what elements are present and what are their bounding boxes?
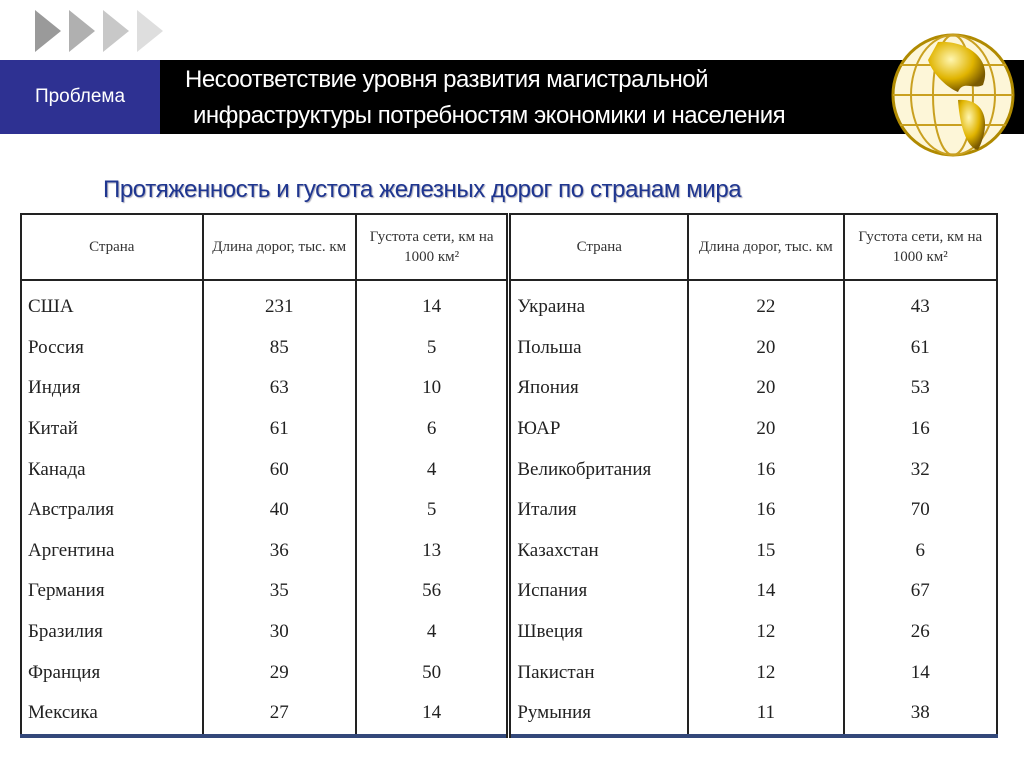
country-cell: Мексика <box>21 693 203 736</box>
density-cell: 4 <box>356 449 509 490</box>
length-cell: 16 <box>688 449 843 490</box>
length-cell: 30 <box>203 612 356 653</box>
col-header-length: Длина дорог, тыс. км <box>688 214 843 280</box>
density-cell: 26 <box>844 612 997 653</box>
country-cell: ЮАР <box>509 409 688 450</box>
country-cell: Китай <box>21 409 203 450</box>
density-cell: 38 <box>844 693 997 736</box>
table-row <box>21 449 997 490</box>
length-cell: 60 <box>203 449 356 490</box>
length-cell: 63 <box>203 368 356 409</box>
density-cell: 14 <box>356 693 509 736</box>
country-cell: США <box>21 280 203 328</box>
density-cell: 4 <box>356 612 509 653</box>
country-cell: Австралия <box>21 490 203 531</box>
density-cell: 6 <box>356 409 509 450</box>
length-cell: 16 <box>688 490 843 531</box>
density-cell: 53 <box>844 368 997 409</box>
table-row <box>21 531 997 572</box>
density-cell: 61 <box>844 328 997 369</box>
country-cell: Казахстан <box>509 531 688 572</box>
col-header-country: Страна <box>21 214 203 280</box>
length-cell: 20 <box>688 409 843 450</box>
country-cell: Украина <box>509 280 688 328</box>
country-cell: Бразилия <box>21 612 203 653</box>
length-cell: 27 <box>203 693 356 736</box>
title-line-1: Несоответствие уровня развития магистральной <box>185 66 708 93</box>
length-cell: 14 <box>688 571 843 612</box>
country-cell: Япония <box>509 368 688 409</box>
table-row <box>21 368 997 409</box>
title-line-2: инфраструктуры потребностям экономики и населения <box>193 102 786 129</box>
badge-label: Проблема <box>34 86 126 107</box>
table-row <box>21 280 997 328</box>
country-cell: Франция <box>21 652 203 693</box>
country-cell: Канада <box>21 449 203 490</box>
chevron-icon <box>69 10 95 52</box>
chevron-icon <box>137 10 163 52</box>
density-cell: 6 <box>844 531 997 572</box>
railways-table <box>20 213 998 738</box>
country-cell: Аргентина <box>21 531 203 572</box>
table-row <box>21 571 997 612</box>
length-cell: 12 <box>688 612 843 653</box>
problem-badge <box>0 60 160 134</box>
density-cell: 56 <box>356 571 509 612</box>
table-row <box>21 693 997 736</box>
length-cell: 11 <box>688 693 843 736</box>
density-cell: 70 <box>844 490 997 531</box>
country-cell: Россия <box>21 328 203 369</box>
col-header-country: Страна <box>509 214 688 280</box>
density-cell: 5 <box>356 490 509 531</box>
length-cell: 15 <box>688 531 843 572</box>
table-row <box>21 490 997 531</box>
table-row <box>21 652 997 693</box>
density-cell: 32 <box>844 449 997 490</box>
density-cell: 10 <box>356 368 509 409</box>
chevron-icon <box>103 10 129 52</box>
slide-title <box>185 62 785 134</box>
length-cell: 40 <box>203 490 356 531</box>
col-header-length: Длина дорог, тыс. км <box>203 214 356 280</box>
density-cell: 43 <box>844 280 997 328</box>
density-cell: 14 <box>844 652 997 693</box>
country-cell: Германия <box>21 571 203 612</box>
length-cell: 20 <box>688 328 843 369</box>
country-cell: Швеция <box>509 612 688 653</box>
density-cell: 67 <box>844 571 997 612</box>
col-header-density: Густота сети, км на 1000 км² <box>356 214 509 280</box>
density-cell: 13 <box>356 531 509 572</box>
length-cell: 35 <box>203 571 356 612</box>
chevron-icon <box>35 10 61 52</box>
length-cell: 12 <box>688 652 843 693</box>
density-cell: 14 <box>356 280 509 328</box>
length-cell: 85 <box>203 328 356 369</box>
length-cell: 22 <box>688 280 843 328</box>
table-row <box>21 328 997 369</box>
density-cell: 5 <box>356 328 509 369</box>
country-cell: Великобритания <box>509 449 688 490</box>
country-cell: Индия <box>21 368 203 409</box>
length-cell: 61 <box>203 409 356 450</box>
length-cell: 20 <box>688 368 843 409</box>
table-caption: Протяженность и густота железных дорог по странам мира <box>103 176 742 203</box>
col-header-density: Густота сети, км на 1000 км² <box>844 214 997 280</box>
country-cell: Пакистан <box>509 652 688 693</box>
country-cell: Польша <box>509 328 688 369</box>
globe-icon <box>888 30 1018 160</box>
length-cell: 231 <box>203 280 356 328</box>
length-cell: 29 <box>203 652 356 693</box>
density-cell: 16 <box>844 409 997 450</box>
country-cell: Италия <box>509 490 688 531</box>
table-row <box>21 612 997 653</box>
country-cell: Румыния <box>509 693 688 736</box>
table-row <box>21 409 997 450</box>
country-cell: Испания <box>509 571 688 612</box>
table-header-row <box>21 214 997 280</box>
density-cell: 50 <box>356 652 509 693</box>
length-cell: 36 <box>203 531 356 572</box>
